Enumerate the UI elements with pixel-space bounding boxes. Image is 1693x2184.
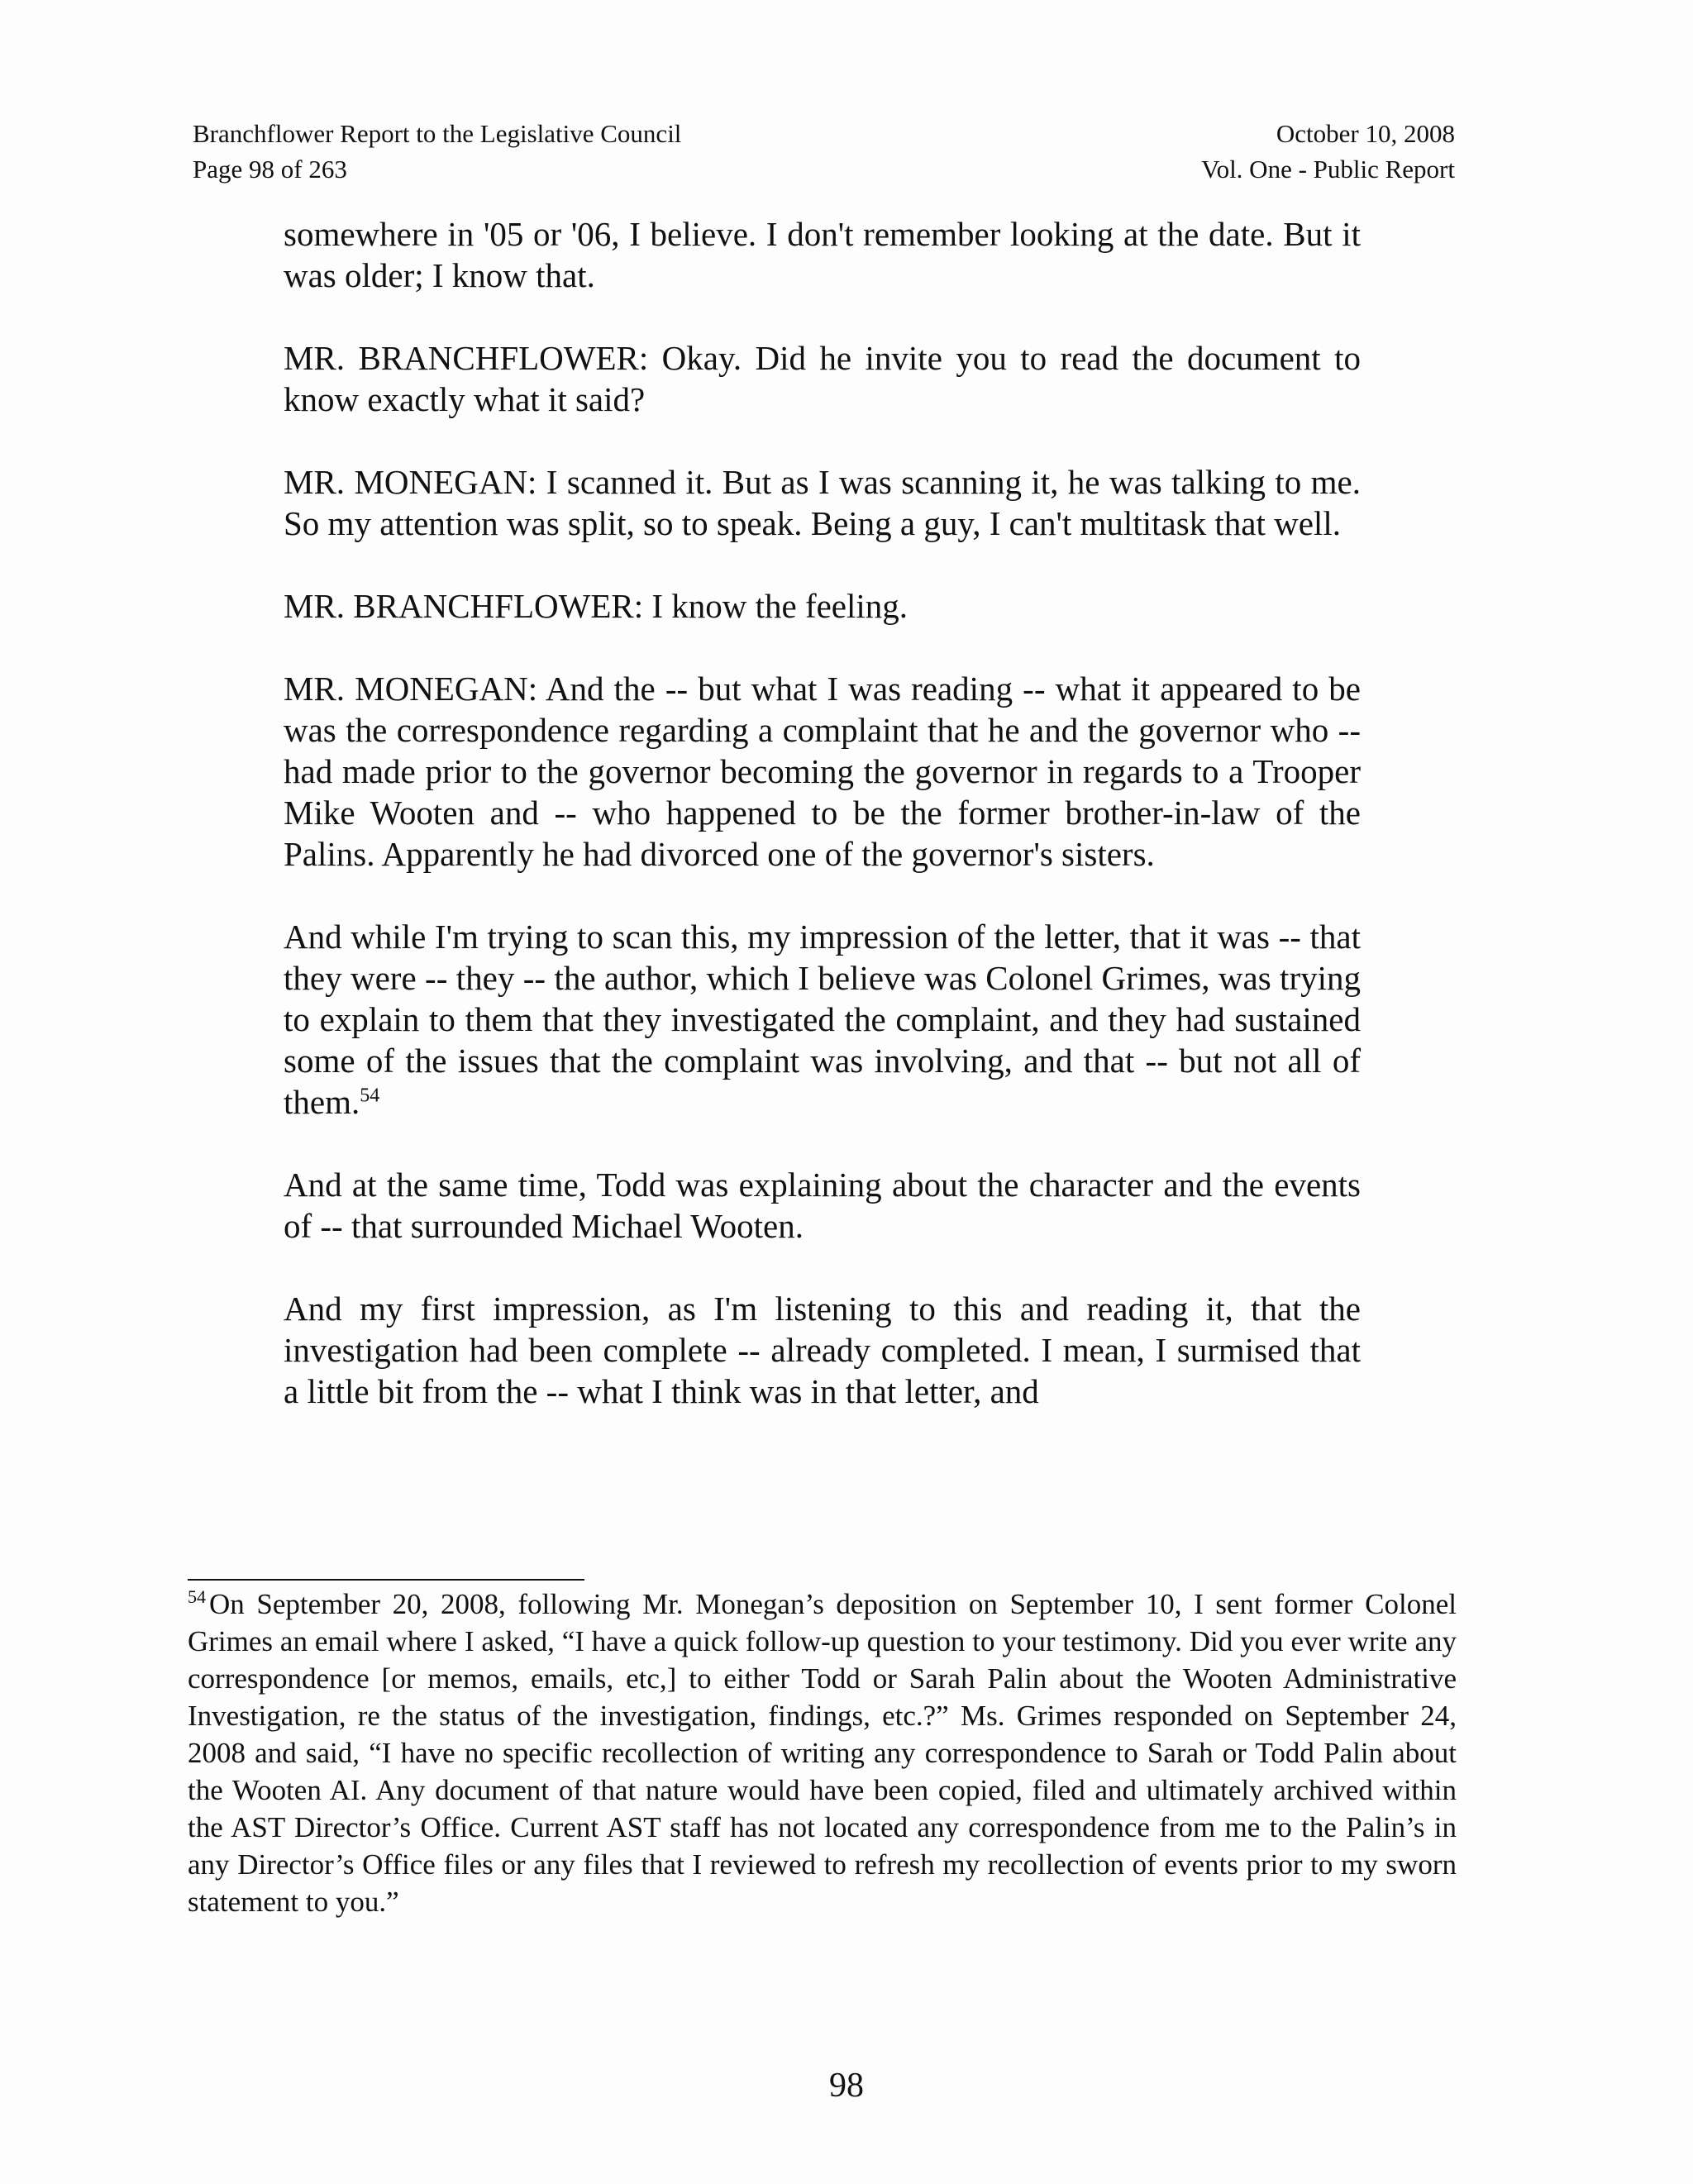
paragraph: And at the same time, Todd was explaining about the character and the events of -- that surrounded Michael Wooten. bbox=[284, 1166, 1361, 1245]
paragraph: And my first impression, as I'm listening to this and reading it, that the investigation had been complete -- already completed. I mean, I surmised that a little bit from the -- what I think was in that letter, and bbox=[284, 1290, 1361, 1410]
footnote-marker: 54 bbox=[188, 1586, 206, 1608]
footnote-divider bbox=[188, 1579, 584, 1581]
paragraph: MR. BRANCHFLOWER: I know the feeling. bbox=[284, 587, 908, 625]
report-date: October 10, 2008 bbox=[1276, 119, 1455, 148]
volume-label: Vol. One - Public Report bbox=[1201, 155, 1455, 184]
paragraph-text: And while I'm trying to scan this, my impression of the letter, that it was -- that they were -- they -- the author, which I believe was Colonel Grimes, was trying to explain to them that they investigated the complaint, and they had sustained some of the issues that the complaint was involving, and that -- but not all of them. bbox=[284, 918, 1361, 1121]
paragraph: somewhere in '05 or '06, I believe. I don't remember looking at the date. But it was older; I know that. bbox=[284, 215, 1361, 294]
header-left bbox=[193, 116, 681, 187]
transcript-body bbox=[284, 213, 1361, 1453]
page-count: Page 98 of 263 bbox=[193, 155, 347, 184]
footnote bbox=[188, 1586, 1457, 1920]
page-number: 98 bbox=[829, 2067, 864, 2105]
footnote-reference[interactable]: 54 bbox=[360, 1085, 380, 1107]
footnote-text: On September 20, 2008, following Mr. Monegan’s deposition on September 10, I sent former Colonel Grimes an email where I asked, “I have a quick follow-up question to your testimony. Did you ever write any correspondence [or memos, emails, etc,] to either Todd or Sarah Palin about the Wooten Administrative Investigation, re the status of the investigation, findings, etc.?” Ms. Grimes responded on September 24, 2008 and said, “I have no specific recollection of writing any correspondence to Sarah or Todd Palin about the Wooten AI. Any document of that nature would have been copied, filed and ultimately archived within the AST Director’s Office. Current AST staff has not located any correspondence from me to the Palin’s in any Director’s Office files or any files that I reviewed to refresh my recollection of events prior to my sworn statement to you.” bbox=[188, 1588, 1457, 1918]
paragraph: MR. BRANCHFLOWER: Okay. Did he invite you to read the document to know exactly what it said? bbox=[284, 339, 1361, 418]
report-title: Branchflower Report to the Legislative Council bbox=[193, 119, 682, 148]
header-right bbox=[1201, 116, 1455, 187]
paragraph: MR. MONEGAN: I scanned it. But as I was scanning it, he was talking to me. So my attention was split, so to speak. Being a guy, I can't multitask that well. bbox=[284, 463, 1361, 542]
paragraph-with-footnote bbox=[284, 916, 1361, 1123]
paragraph: MR. MONEGAN: And the -- but what I was reading -- what it appeared to be was the correspondence regarding a complaint that he and the governor who -- had made prior to the governor becoming the governor in regards to a Trooper Mike Wooten and -- who happened to be the former brother-in-law of the Palins. Apparently he had divorced one of the governor's sisters. bbox=[284, 670, 1361, 873]
